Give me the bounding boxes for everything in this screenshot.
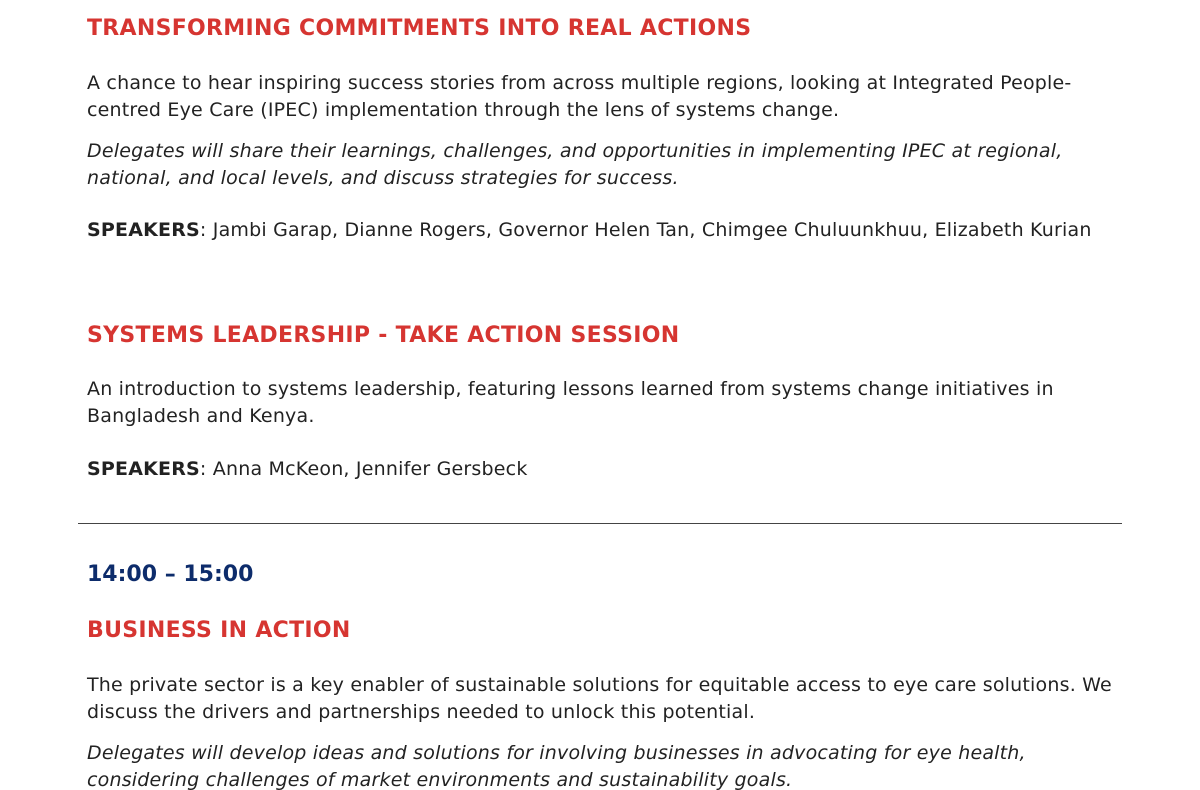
session-title: TRANSFORMING COMMITMENTS INTO REAL ACTIONS [87,16,752,41]
speakers-list: : Anna McKeon, Jennifer Gersbeck [199,458,528,480]
session-business-in-action [87,617,1127,645]
speakers-line [87,217,1127,244]
session-description: The private sector is a key enabler of sustainable solutions for equitable access to eye care solutions. We discuss the drivers and partnerships needed to unlock this potential. [87,674,1112,723]
session-italic-note: Delegates will share their learnings, challenges, and opportunities in implementing IPEC at regional, national, and local levels, and discuss strategies for success. [87,140,1063,189]
session-speakers-block [87,217,1127,244]
session-note-block [87,740,1127,790]
session-systems-leadership [87,322,1127,350]
session-speakers-block [87,456,1127,483]
session-description-block [87,672,1127,725]
speakers-label: SPEAKERS [87,219,200,241]
time-slot-block [87,561,1127,589]
session-title: BUSINESS IN ACTION [87,618,351,643]
session-description-block [87,70,1127,123]
time-slot: 14:00 – 15:00 [87,562,254,587]
session-transforming-commitments [87,15,1127,43]
section-divider [78,523,1122,524]
speakers-list: : Jambi Garap, Dianne Rogers, Governor Helen Tan, Chimgee Chuluunkhuu, Elizabeth Kurian [199,219,1092,241]
session-description-block [87,376,1127,429]
session-description: An introduction to systems leadership, featuring lessons learned from systems change initiatives in Bangladesh and Kenya. [87,378,1054,427]
speakers-line [87,456,1127,483]
session-description: A chance to hear inspiring success stories from across multiple regions, looking at Integrated People-centred Eye Care (IPEC) implementation through the lens of systems change. [87,72,1072,121]
session-note-block [87,138,1127,191]
session-title: SYSTEMS LEADERSHIP - TAKE ACTION SESSION [87,323,680,348]
session-italic-note: Delegates will develop ideas and solutions for involving businesses in advocating for eye health, considering challenges of market environments and sustainability goals. [87,742,1026,790]
speakers-label: SPEAKERS [87,458,200,480]
